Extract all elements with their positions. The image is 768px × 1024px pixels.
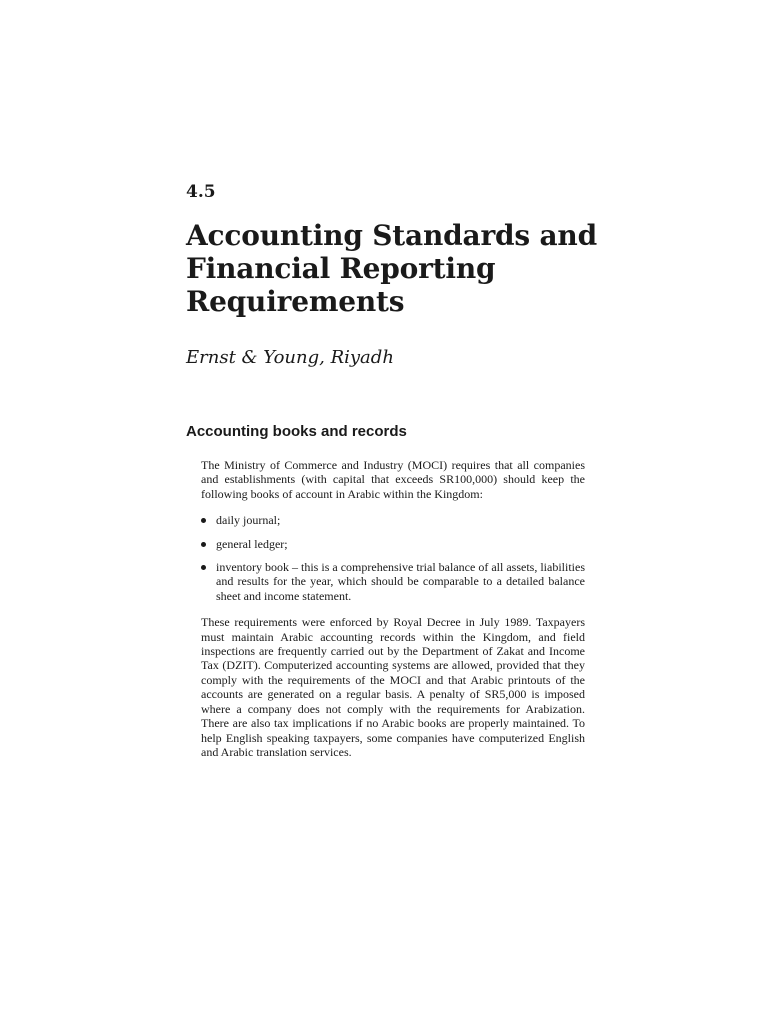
- body-text: [201, 458, 585, 759]
- intro-paragraph: The Ministry of Commerce and Industry (MOCI) requires that all companies and establishments (with capital that exceeds SR100,000) should keep the following books of account in Arabic within the Kingdom:: [201, 458, 585, 501]
- list-item: [201, 537, 585, 551]
- author-line: Ernst & Young, Riyadh: [186, 347, 394, 368]
- requirements-paragraph: These requirements were enforced by Royal Decree in July 1989. Taxpayers must maintain Arabic accounting records within the Kingdom, and field inspections are frequently carried out by the Department of Zakat and Income Tax (DZIT). Computerized accounting systems are allowed, provided that they comply with the requirements of the MOCI and that Arabic printouts of the accounts are generated on a regular basis. A penalty of SR5,000 is imposed where a company does not comply with the requirements for Arabization. There are also tax implications if no Arabic books are properly maintained. To help English speaking taxpayers, some companies have computerized English and Arabic translation services.: [201, 615, 585, 759]
- bullet-icon: [201, 518, 206, 523]
- list-item-text: general ledger;: [216, 536, 288, 551]
- list-item: [201, 513, 585, 527]
- bullet-icon: [201, 542, 206, 547]
- chapter-title: Accounting Standards and Financial Reporting Requirements: [186, 219, 597, 318]
- list-item: [201, 560, 585, 603]
- books-list: [201, 513, 585, 603]
- list-item-text: daily journal;: [216, 513, 281, 528]
- subsection-heading: Accounting books and records: [186, 423, 407, 440]
- bullet-icon: [201, 565, 206, 570]
- section-number: 4.5: [186, 182, 216, 202]
- list-item-text: inventory book – this is a comprehensive trial balance of all assets, liabilities and results for the year, which should be comparable to a detailed balance sheet and income statement.: [216, 560, 585, 603]
